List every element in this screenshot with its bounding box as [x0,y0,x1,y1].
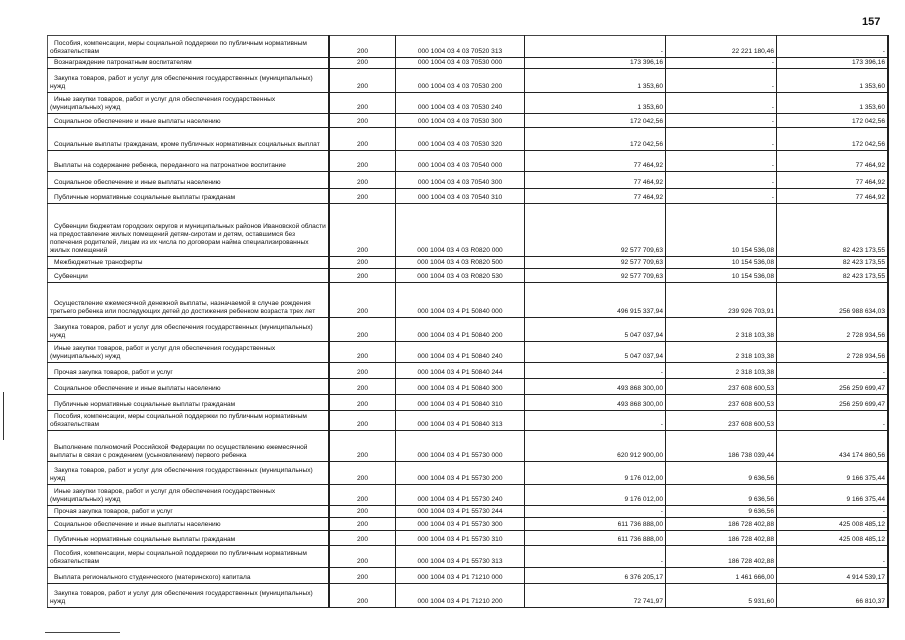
row-name: Закупка товаров, работ и услуг для обеспечения государственных (муниципальных) нужд [48,584,330,608]
line-code: 200 [329,546,396,568]
executed-amount: 9 636,56 [666,462,777,485]
row-name: Вознаграждение патронатным воспитателям [48,58,330,69]
budget-classification-code: 000 1004 03 4 P1 55730 000 [396,431,525,462]
executed-amount: 186 738 039,44 [666,431,777,462]
executed-amount: 239 926 703,91 [666,283,777,318]
budget-classification-code: 000 1004 03 4 03 70530 300 [396,114,525,128]
approved-amount: 620 912 900,00 [525,431,666,462]
line-code: 200 [329,318,396,342]
page-number: 157 [862,16,881,28]
table-row [48,257,889,269]
line-code: 200 [329,93,396,114]
row-name: Выплата регионального студенческого (материнского) капитала [48,568,330,584]
table-row [48,531,889,546]
approved-amount: 172 042,56 [525,114,666,128]
table-row [48,431,889,462]
table-row [48,283,889,318]
table-row [48,58,889,69]
budget-classification-code: 000 1004 03 4 03 70530 320 [396,128,525,151]
unexecuted-amount: 66 810,37 [777,584,889,608]
row-name: Социальные выплаты гражданам, кроме публичных нормативных социальных выплат [48,128,330,151]
approved-amount: 611 736 888,00 [525,531,666,546]
table-row [48,363,889,379]
unexecuted-amount: 172 042,56 [777,114,889,128]
table-row [48,151,889,172]
line-code: 200 [329,151,396,172]
executed-amount: 237 608 600,53 [666,411,777,431]
budget-classification-code: 000 1004 03 4 P1 55730 310 [396,531,525,546]
row-name: Пособия, компенсации, меры социальной поддержки по публичным нормативным обязательствам [48,411,330,431]
budget-execution-table [47,35,889,608]
unexecuted-amount: - [777,363,889,379]
unexecuted-amount: 4 914 539,17 [777,568,889,584]
table-row [48,93,889,114]
line-code: 200 [329,518,396,531]
executed-amount: 9 636,56 [666,485,777,506]
approved-amount: 92 577 709,63 [525,257,666,269]
unexecuted-amount: 82 423 173,55 [777,269,889,283]
budget-classification-code: 000 1004 03 4 P1 50840 313 [396,411,525,431]
line-code: 200 [329,128,396,151]
executed-amount: - [666,58,777,69]
budget-classification-code: 000 1004 03 4 03 R0820 500 [396,257,525,269]
budget-classification-code: 000 1004 03 4 P1 50840 310 [396,395,525,411]
line-code: 200 [329,431,396,462]
budget-classification-code: 000 1004 03 4 P1 55730 200 [396,462,525,485]
table-row [48,189,889,204]
unexecuted-amount: 82 423 173,55 [777,257,889,269]
table-row [48,485,889,506]
executed-amount: 186 728 402,88 [666,518,777,531]
unexecuted-amount: 1 353,60 [777,69,889,93]
table-row [48,379,889,395]
line-code: 200 [329,114,396,128]
unexecuted-amount: 256 259 699,47 [777,379,889,395]
line-code: 200 [329,379,396,395]
budget-classification-code: 000 1004 03 4 03 R0820 000 [396,204,525,257]
executed-amount: 10 154 536,08 [666,257,777,269]
table-row [48,172,889,189]
table-row [48,395,889,411]
approved-amount: 9 176 012,00 [525,485,666,506]
row-name: Закупка товаров, работ и услуг для обеспечения государственных (муниципальных) нужд [48,69,330,93]
unexecuted-amount: 9 166 375,44 [777,462,889,485]
approved-amount: 1 353,60 [525,93,666,114]
row-name: Публичные нормативные социальные выплаты гражданам [48,189,330,204]
line-code: 200 [329,283,396,318]
unexecuted-amount: 434 174 860,56 [777,431,889,462]
approved-amount: 5 047 037,94 [525,318,666,342]
unexecuted-amount: 77 464,92 [777,189,889,204]
row-name: Прочая закупка товаров, работ и услуг [48,506,330,518]
approved-amount: 6 376 205,17 [525,568,666,584]
unexecuted-amount: 173 396,16 [777,58,889,69]
table-row [48,69,889,93]
executed-amount: 237 608 600,53 [666,379,777,395]
table-row [48,506,889,518]
line-code: 200 [329,257,396,269]
table-row [48,36,889,58]
approved-amount: 493 868 300,00 [525,395,666,411]
budget-classification-code: 000 1004 03 4 P1 50840 240 [396,342,525,363]
executed-amount: 22 221 180,46 [666,36,777,58]
budget-classification-code: 000 1004 03 4 P1 55730 244 [396,506,525,518]
row-name: Выплаты на содержание ребенка, переданного на патронатное воспитание [48,151,330,172]
unexecuted-amount: - [777,36,889,58]
approved-amount: 493 868 300,00 [525,379,666,395]
row-name: Социальное обеспечение и иные выплаты населению [48,518,330,531]
executed-amount: 9 636,56 [666,506,777,518]
footnote-divider [45,632,120,633]
line-code: 200 [329,363,396,379]
approved-amount: 172 042,56 [525,128,666,151]
unexecuted-amount: 256 988 634,03 [777,283,889,318]
line-code: 200 [329,485,396,506]
unexecuted-amount: 2 728 934,56 [777,318,889,342]
row-name: Иные закупки товаров, работ и услуг для обеспечения государственных (муниципальных) нужд [48,93,330,114]
row-name: Субвенции бюджетам городских округов и муниципальных районов Ивановской области на предоставление жилых помещений детям-сиротам и детям, оставшимся без попечения родителей, лицам из их числа по договорам найма специализированных жилых помещений [48,204,330,257]
approved-amount: 1 353,60 [525,69,666,93]
budget-classification-code: 000 1004 03 4 03 70540 310 [396,189,525,204]
row-name: Прочая закупка товаров, работ и услуг [48,363,330,379]
line-code: 200 [329,36,396,58]
executed-amount: - [666,114,777,128]
unexecuted-amount: 77 464,92 [777,172,889,189]
row-name: Иные закупки товаров, работ и услуг для обеспечения государственных (муниципальных) нужд [48,342,330,363]
approved-amount: - [525,363,666,379]
budget-classification-code: 000 1004 03 4 P1 50840 000 [396,283,525,318]
executed-amount: 10 154 536,08 [666,204,777,257]
executed-amount: - [666,69,777,93]
row-name: Субвенции [48,269,330,283]
unexecuted-amount: - [777,546,889,568]
unexecuted-amount: 77 464,92 [777,151,889,172]
executed-amount: - [666,172,777,189]
table-row [48,584,889,608]
unexecuted-amount: 425 008 485,12 [777,518,889,531]
budget-classification-code: 000 1004 03 4 03 70540 000 [396,151,525,172]
table-row [48,546,889,568]
budget-classification-code: 000 1004 03 4 P1 50840 200 [396,318,525,342]
unexecuted-amount: 1 353,60 [777,93,889,114]
line-code: 200 [329,204,396,257]
executed-amount: - [666,128,777,151]
approved-amount: 77 464,92 [525,189,666,204]
unexecuted-amount: 256 259 699,47 [777,395,889,411]
approved-amount: 92 577 709,63 [525,269,666,283]
approved-amount: 173 396,16 [525,58,666,69]
executed-amount: - [666,93,777,114]
budget-classification-code: 000 1004 03 4 03 70520 313 [396,36,525,58]
executed-amount: - [666,151,777,172]
approved-amount: 5 047 037,94 [525,342,666,363]
row-name: Иные закупки товаров, работ и услуг для обеспечения государственных (муниципальных) нужд [48,485,330,506]
table-row [48,204,889,257]
approved-amount: - [525,36,666,58]
table-row [48,269,889,283]
line-code: 200 [329,568,396,584]
row-name: Публичные нормативные социальные выплаты гражданам [48,531,330,546]
unexecuted-amount: - [777,411,889,431]
unexecuted-amount: - [777,506,889,518]
row-name: Осуществление ежемесячной денежной выплаты, назначаемой в случае рождения третьего ребенка или последующих детей до достижения ребенком возраста трех лет [48,283,330,318]
line-code: 200 [329,342,396,363]
executed-amount: 1 461 666,00 [666,568,777,584]
budget-classification-code: 000 1004 03 4 P1 50840 300 [396,379,525,395]
budget-classification-code: 000 1004 03 4 03 70530 200 [396,69,525,93]
executed-amount: 186 728 402,88 [666,531,777,546]
line-code: 200 [329,531,396,546]
budget-classification-code: 000 1004 03 4 03 70530 000 [396,58,525,69]
table-row [48,342,889,363]
table-row [48,568,889,584]
row-name: Закупка товаров, работ и услуг для обеспечения государственных (муниципальных) нужд [48,462,330,485]
scan-mark [3,392,4,440]
row-name: Социальное обеспечение и иные выплаты населению [48,379,330,395]
unexecuted-amount: 9 166 375,44 [777,485,889,506]
row-name: Пособия, компенсации, меры социальной поддержки по публичным нормативным обязательствам [48,36,330,58]
budget-classification-code: 000 1004 03 4 03 70540 300 [396,172,525,189]
line-code: 200 [329,462,396,485]
row-name: Социальное обеспечение и иные выплаты населению [48,114,330,128]
unexecuted-amount: 2 728 934,56 [777,342,889,363]
row-name: Социальное обеспечение и иные выплаты населению [48,172,330,189]
approved-amount: 92 577 709,63 [525,204,666,257]
line-code: 200 [329,189,396,204]
row-name: Межбюджетные трансферты [48,257,330,269]
approved-amount: 77 464,92 [525,172,666,189]
row-name: Выполнение полномочий Российской Федерации по осуществлению ежемесячной выплаты в связи с рождением (усыновлением) первого ребенка [48,431,330,462]
approved-amount: 9 176 012,00 [525,462,666,485]
unexecuted-amount: 82 423 173,55 [777,204,889,257]
line-code: 200 [329,172,396,189]
approved-amount: 496 915 337,94 [525,283,666,318]
table-row [48,518,889,531]
row-name: Пособия, компенсации, меры социальной поддержки по публичным нормативным обязательствам [48,546,330,568]
budget-classification-code: 000 1004 03 4 P1 71210 200 [396,584,525,608]
executed-amount: 237 608 600,53 [666,395,777,411]
budget-classification-code: 000 1004 03 4 03 R0820 530 [396,269,525,283]
approved-amount: 611 736 888,00 [525,518,666,531]
budget-classification-code: 000 1004 03 4 P1 50840 244 [396,363,525,379]
line-code: 200 [329,69,396,93]
executed-amount: 5 931,60 [666,584,777,608]
table-row [48,411,889,431]
executed-amount: - [666,189,777,204]
table-row [48,128,889,151]
executed-amount: 186 728 402,88 [666,546,777,568]
budget-classification-code: 000 1004 03 4 P1 55730 300 [396,518,525,531]
line-code: 200 [329,269,396,283]
budget-classification-code: 000 1004 03 4 P1 71210 000 [396,568,525,584]
budget-classification-code: 000 1004 03 4 03 70530 240 [396,93,525,114]
line-code: 200 [329,506,396,518]
budget-classification-code: 000 1004 03 4 P1 55730 313 [396,546,525,568]
approved-amount: - [525,506,666,518]
table-row [48,318,889,342]
executed-amount: 2 318 103,38 [666,342,777,363]
executed-amount: 2 318 103,38 [666,363,777,379]
approved-amount: - [525,411,666,431]
row-name: Закупка товаров, работ и услуг для обеспечения государственных (муниципальных) нужд [48,318,330,342]
line-code: 200 [329,58,396,69]
approved-amount: 77 464,92 [525,151,666,172]
row-name: Публичные нормативные социальные выплаты гражданам [48,395,330,411]
table-row [48,462,889,485]
unexecuted-amount: 425 008 485,12 [777,531,889,546]
line-code: 200 [329,411,396,431]
line-code: 200 [329,584,396,608]
approved-amount: - [525,546,666,568]
unexecuted-amount: 172 042,56 [777,128,889,151]
approved-amount: 72 741,97 [525,584,666,608]
table-row [48,114,889,128]
executed-amount: 2 318 103,38 [666,318,777,342]
line-code: 200 [329,395,396,411]
budget-classification-code: 000 1004 03 4 P1 55730 240 [396,485,525,506]
executed-amount: 10 154 536,08 [666,269,777,283]
